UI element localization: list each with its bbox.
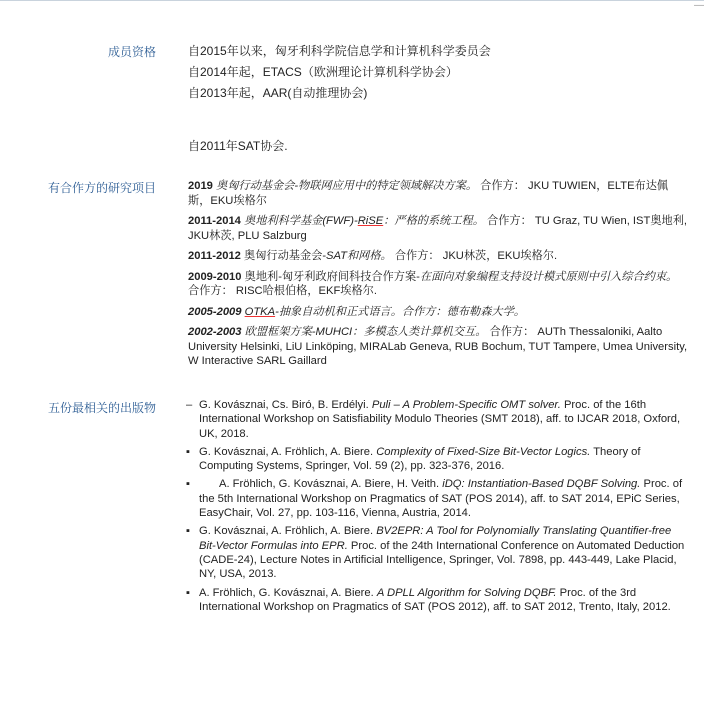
publication-venue: Proc. of the 16th International Workshop on Satisfiability Modulo Theories (SMT 2018), aff. to IJCAR 2018, Oxford, UK, 2018. — [199, 399, 681, 440]
projects-label: 有合作方的研究项目 — [47, 181, 156, 195]
membership-line: 自2011年SAT协会. — [188, 139, 288, 153]
project-partners-label: 合作方： — [394, 250, 440, 262]
publication-title: Puli – A Problem-Specific OMT solver. — [371, 399, 561, 411]
membership-line: 自2015年以来，匈牙利科学院信息学和计算机科学委员会 — [188, 44, 491, 58]
publication-venue: Proc. of the 5th International Workshop on Pragmatics of SAT (POS 2014), aff. to SAT 2014, EPiC Series, EasyChair, Vol. 27, pp. 103-116, Vienna, Austria, 2014. — [199, 478, 683, 520]
bullet-icon: ▪ — [186, 586, 190, 599]
project-title: 奥地利科学基金(FWF)- — [244, 215, 358, 227]
membership-label: 成员资格 — [107, 45, 156, 59]
project-item — [188, 249, 688, 264]
publication-title: iDQ: Instantiation-Based DQBF Solving. — [442, 478, 641, 491]
project-title-rest: ：严格的系统工程。 — [383, 215, 484, 227]
project-years: 2002-2003 — [188, 326, 242, 338]
project-years: 2005-2009 — [188, 305, 242, 318]
publication-authors: G. Kovásznai, A. Fröhlich, A. Biere. — [199, 525, 374, 538]
project-partners: JKU林茨，EKU埃格尔. — [442, 250, 558, 262]
publications-list — [186, 398, 688, 618]
publication-venue: Proc. of the 3rd International Workshop on Pragmatics of SAT (POS 2012), aff. to SAT 2012, Trento, Italy, 2012. — [199, 586, 671, 613]
publication-item — [186, 398, 688, 441]
corner-mark: — — [694, 0, 704, 11]
bullet-icon: ▪ — [186, 445, 190, 458]
project-partners: AUTh Thessaloniki, Aalto University Helsinki, LiU Linköping, MIRALab Geneva, RUB Bochum, TUT Tampere, Umea University, W Interactive SARL Gaillard — [188, 326, 688, 367]
project-title: 奥地利-匈牙利政府间科技合作方案- — [244, 270, 420, 283]
membership-list — [188, 41, 688, 157]
publication-title: Complexity of Fixed-Size Bit-Vector Logics. — [376, 445, 591, 458]
publication-item — [186, 477, 688, 520]
project-partners-label: 合作方： — [480, 180, 525, 192]
publication-title: A DPLL Algorithm for Solving DQBF. — [376, 586, 557, 599]
publication-item — [186, 524, 688, 581]
project-partners-label: 合作方： — [188, 285, 233, 297]
publication-authors: G. Kovásznai, Cs. Biró, B. Erdélyi. — [199, 399, 369, 411]
top-divider — [0, 0, 704, 1]
project-years: 2019 — [188, 180, 213, 192]
project-years: 2011-2012 — [188, 250, 241, 262]
projects-list — [188, 179, 688, 375]
project-title: 奥匈行动基金会-物联网应用中的特定领域解决方案。 — [216, 180, 478, 192]
publication-item — [186, 445, 688, 474]
project-partners: JKU TUWIEN，ELTE布达佩斯，EKU埃格尔 — [188, 180, 669, 207]
project-years: 2009-2010 — [188, 270, 242, 283]
publications-label: 五份最相关的出版物 — [47, 401, 156, 415]
project-item — [188, 214, 688, 243]
project-item — [188, 179, 688, 208]
publication-authors: A. Fröhlich, G. Kovásznai, A. Biere. — [199, 586, 374, 599]
project-item — [188, 325, 688, 369]
project-partners-label: 合作方： — [487, 215, 532, 227]
project-partners: RISC哈根伯格，EKF埃格尔. — [235, 285, 377, 297]
project-title-rest: SAT和网格。 — [326, 250, 392, 262]
bullet-icon: ▪ — [186, 525, 190, 538]
publication-venue: Proc. of the 24th International Conference on Automated Deduction (CADE-24), Lecture Notes in Artificial Intelligence, Springer, Vol. 7898, pp. 443-449, Lake Placid, NY, USA, 2013. — [199, 539, 685, 581]
project-title-link[interactable]: OTKA — [244, 305, 276, 318]
publication-authors: A. Fröhlich, G. Kovásznai, A. Biere, H. Veith. — [219, 478, 440, 491]
membership-line: 自2014年起，ETACS（欧洲理论计算机科学协会） — [188, 65, 458, 79]
project-item — [188, 270, 688, 299]
project-title-rest: -抽象自动机和正式语言。合作方：德布勒森大学。 — [275, 305, 525, 318]
project-title-rest: 在面向对象编程支持设计模式原则中引入综合约束。 — [419, 270, 678, 283]
bullet-icon: ▪ — [186, 478, 190, 491]
bullet-icon: – — [186, 399, 193, 411]
project-title-link[interactable]: RiSE — [357, 215, 384, 227]
project-partners-label: 合作方： — [489, 326, 535, 338]
project-partners: TU Graz, TU Wien, IST奥地利, JKU林茨, PLU Salzburg — [188, 215, 687, 242]
project-title: 奥匈行动基金会- — [244, 250, 327, 262]
membership-line: 自2013年起，AAR(自动推理协会) — [188, 86, 368, 100]
publication-venue: Theory of Computing Systems, Springer, Vol. 59 (2), pp. 323-376, 2016. — [199, 445, 641, 473]
project-years: 2011-2014 — [188, 215, 241, 227]
publication-authors: G. Kovásznai, A. Fröhlich, A. Biere. — [199, 445, 374, 458]
project-title: 欧盟框架方案-MUHCI：多模态人类计算机交互。 — [244, 326, 487, 338]
publication-title: BV2EPR: A Tool for Polynomially Translating Quantifier-free Bit-Vector Formulas into EPR. — [199, 525, 672, 552]
project-item — [188, 305, 688, 320]
publication-item — [186, 586, 688, 615]
